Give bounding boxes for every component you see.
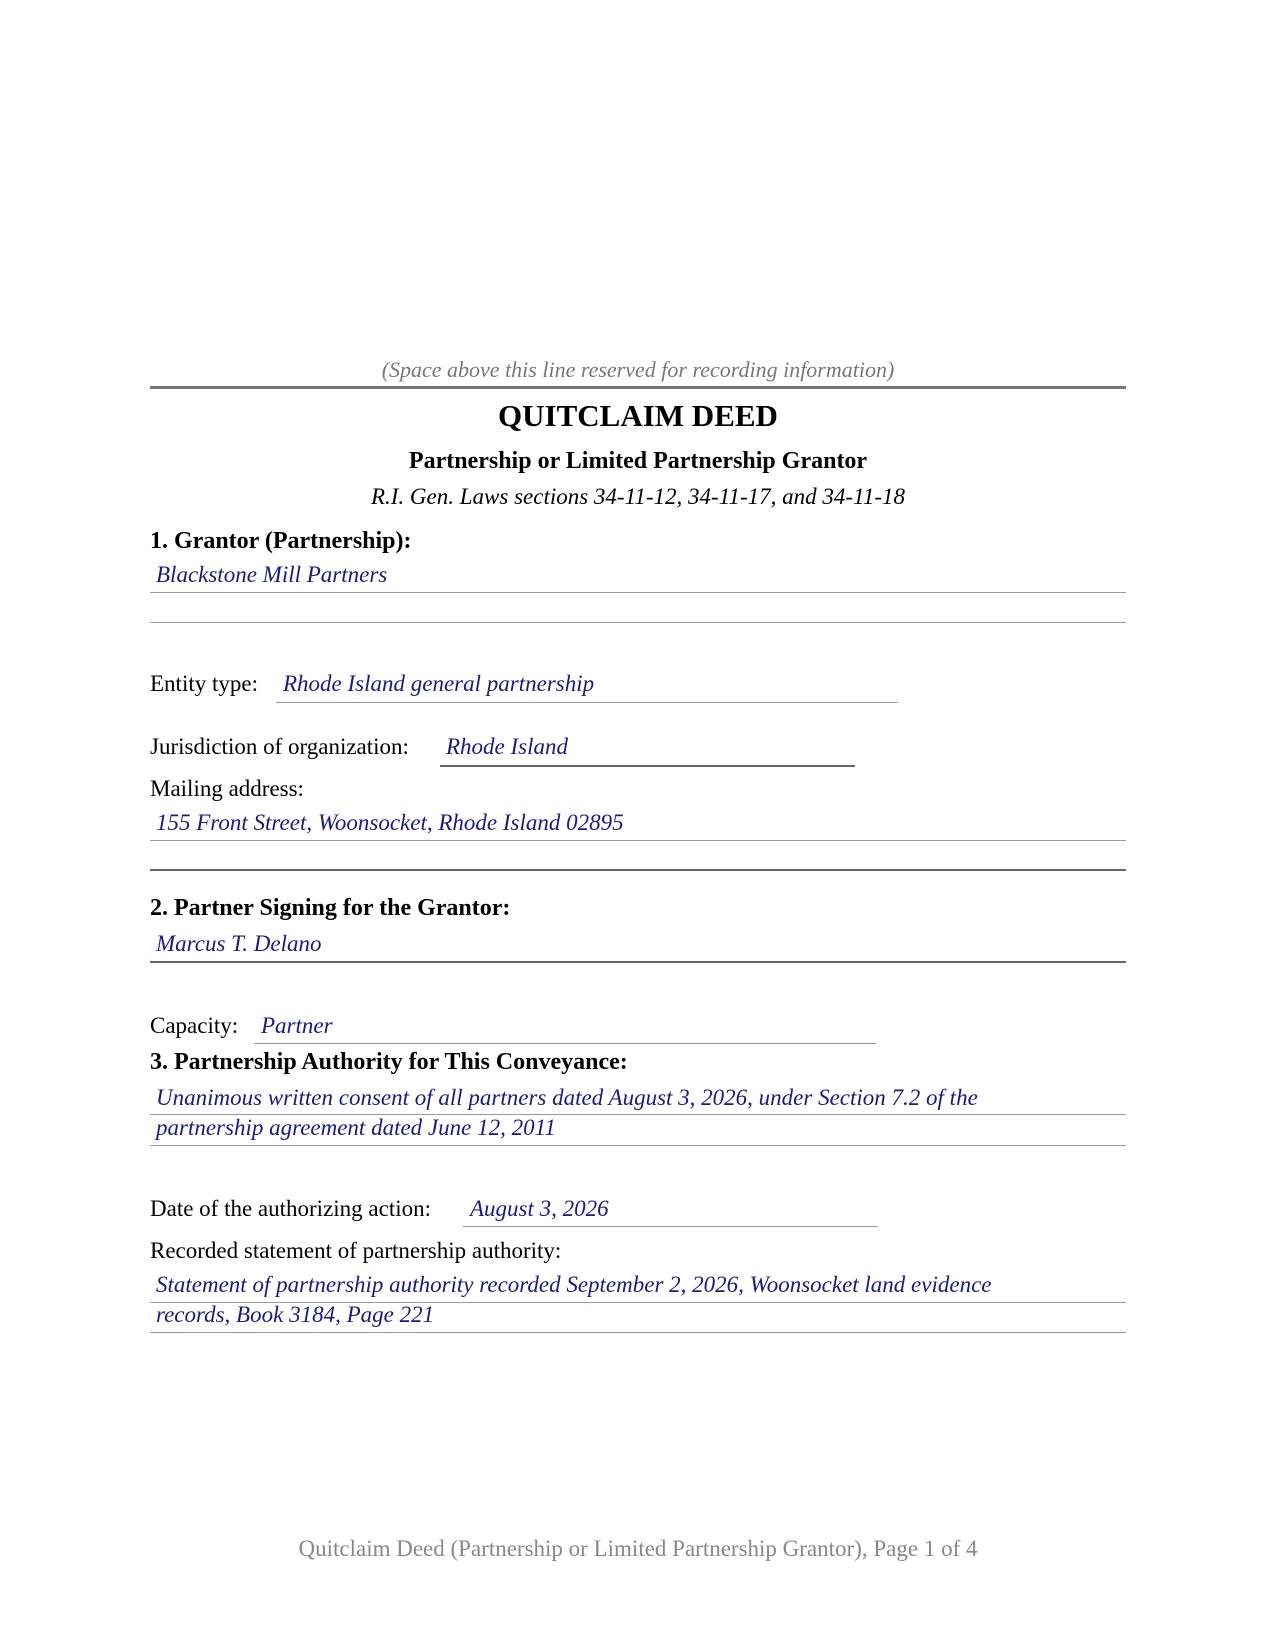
entity-type-label: Entity type:	[150, 671, 258, 696]
partner-name-line	[150, 961, 1126, 963]
mailing-address-label: Mailing address:	[150, 776, 304, 801]
grantor-name-line	[150, 592, 1126, 593]
statement-field-line2[interactable]: records, Book 3184, Page 221	[156, 1302, 435, 1327]
capacity-line	[254, 1043, 876, 1044]
statement-field-line1[interactable]: Statement of partnership authority recorded September 2, 2026, Woonsocket land evidence	[156, 1272, 992, 1297]
authority-field-line2[interactable]: partnership agreement dated June 12, 2011	[156, 1115, 556, 1140]
mailing-address-line	[150, 840, 1126, 841]
section2-heading: 2. Partner Signing for the Grantor:	[150, 895, 511, 921]
jurisdiction-field[interactable]: Rhode Island	[446, 734, 569, 759]
authorizing-date-field[interactable]: August 3, 2026	[470, 1196, 609, 1221]
entity-type-field[interactable]: Rhode Island general partnership	[283, 671, 595, 696]
section1-heading: 1. Grantor (Partnership):	[150, 528, 412, 554]
authority-line-2	[150, 1145, 1126, 1146]
statement-label: Recorded statement of partnership authority:	[150, 1238, 562, 1263]
partner-name-field[interactable]: Marcus T. Delano	[156, 931, 322, 956]
statement-line-2	[150, 1332, 1126, 1333]
authorizing-date-line	[463, 1226, 878, 1227]
grantor-name-line-2	[150, 622, 1126, 623]
mailing-address-field[interactable]: 155 Front Street, Woonsocket, Rhode Island 02895	[156, 810, 624, 835]
capacity-field[interactable]: Partner	[261, 1013, 333, 1038]
capacity-label: Capacity:	[150, 1013, 239, 1038]
mailing-address-line-2	[150, 869, 1126, 871]
document-subtitle: Partnership or Limited Partnership Grantor	[408, 448, 868, 474]
page-footer: Quitclaim Deed (Partnership or Limited Partnership Grantor), Page 1 of 4	[298, 1536, 978, 1561]
entity-type-line	[276, 702, 898, 703]
section3-heading: 3. Partnership Authority for This Conveyance:	[150, 1049, 628, 1075]
jurisdiction-label: Jurisdiction of organization:	[150, 734, 409, 759]
authorizing-date-label: Date of the authorizing action:	[150, 1196, 432, 1221]
authority-field-line1[interactable]: Unanimous written consent of all partners dated August 3, 2026, under Section 7.2 of the	[156, 1085, 978, 1110]
recording-reserved-line	[150, 386, 1126, 389]
jurisdiction-line	[440, 765, 855, 767]
grantor-name-field[interactable]: Blackstone Mill Partners	[156, 562, 388, 587]
recording-reserved-note: (Space above this line reserved for recording information)	[381, 357, 895, 382]
statute-reference: R.I. Gen. Laws sections 34-11-12, 34-11-17, and 34-11-18	[370, 484, 906, 509]
document-title: QUITCLAIM DEED	[498, 398, 778, 433]
